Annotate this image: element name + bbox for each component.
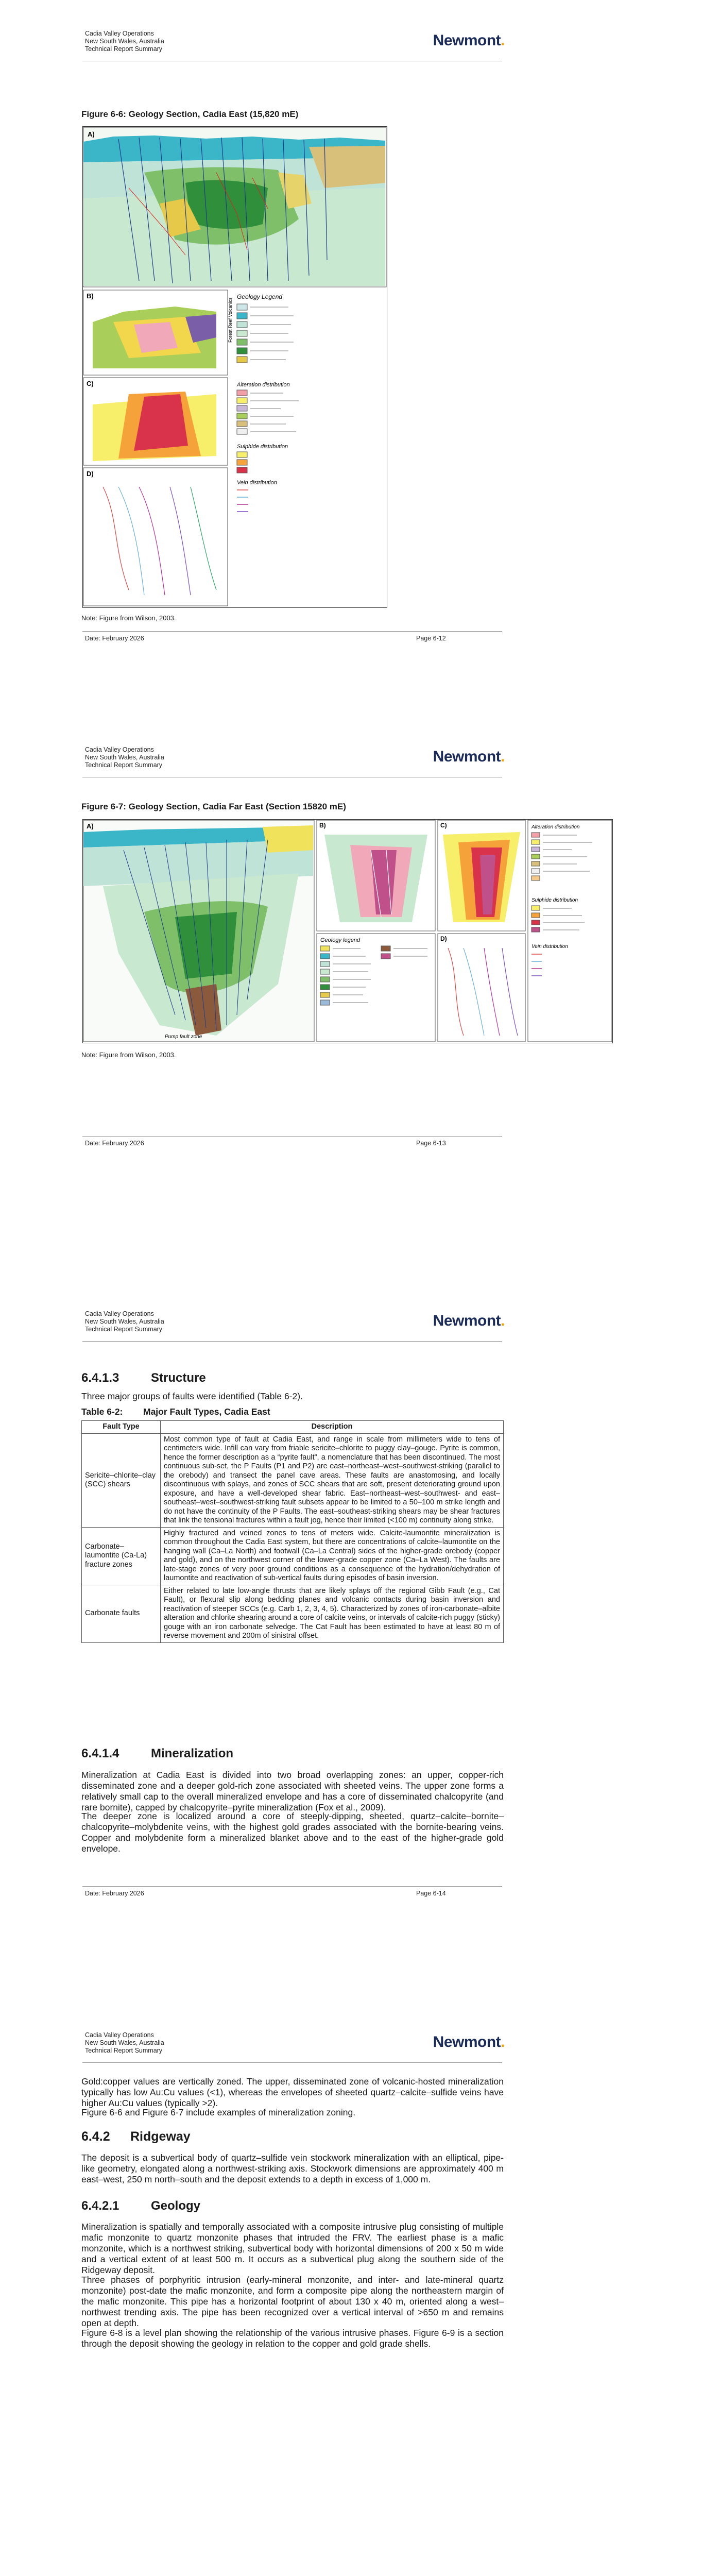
geology-paragraph-1: Mineralization is spatially and temporally associated with a composite intrusive plug consisting of multiple mafic monzonite to quartz monzonite phases that intruded the FRV. The earliest phase is a mafic monzonite, which is a northwest striking, subvertical body with horizontal dimensions of 200 x 50 m wide and a vertical extent of at least 500 m. It occurs as a subvertical plug along the southern side of the Ridgeway deposit. xyxy=(81,2222,504,2275)
footer-rule xyxy=(82,631,502,632)
sulphide-legend-title: Sulphide distribution xyxy=(531,897,578,903)
panel-b-section xyxy=(317,820,435,931)
table-row xyxy=(82,1527,504,1585)
report-page-6-12 xyxy=(0,0,703,685)
table-row xyxy=(82,1585,504,1642)
header-rule xyxy=(82,2062,502,2063)
legend-title: Geology Legend xyxy=(237,293,283,300)
fault-type-cell: Carbonate faults xyxy=(82,1585,161,1642)
vein-legend-title: Vein distribution xyxy=(237,480,277,486)
panel-label-a: A) xyxy=(88,130,95,138)
legend-title: Geology legend xyxy=(320,937,361,943)
panel-label-d: D) xyxy=(87,470,94,478)
newmont-logo: Newmont. xyxy=(433,2033,505,2050)
header-line-2: New South Wales, Australia xyxy=(85,2039,164,2046)
lithology-side-label: Forest Reef Volcanics xyxy=(228,297,233,343)
newmont-logo: Newmont. xyxy=(433,1312,505,1329)
header-line-1: Cadia Valley Operations xyxy=(85,746,154,753)
geology-paragraph-2: Three phases of porphyritic intrusion (early-mineral monzonite, and inter- and late-mineral quartz monzonite) post-date the mafic monzonite, and form a composite pipe along the northeastern margin of the mafic monzonite. This pipe has a horizontal footprint of about 130 x 40 m, oriented along a west–northwest trending axis. The pipe has been recognized over a vertical interval of >650 m and remains open at depth. xyxy=(81,2275,504,2328)
figure-title: Figure 6-7: Geology Section, Cadia Far East (Section 15820 mE) xyxy=(81,802,346,811)
fault-description-cell: Most common type of fault at Cadia East, and range in scale from millimeters wide to tens of centimeters wide. Infill can vary from friable sericite–chlorite to puggy clay–gouge. Pyrite is common, hence the former description as a “pyrite fault”, a nomenclature that has been discontinued. The most continuous sub-set, the P Faults (P1 and P2) are east–northeast–west–southwest-striking (parallel to the orebody) and transect the panel cave areas. These faults are anastomosing, and locally discontinuous with splays, and zones of SCC shears that are soft, present deteriorating ground upon exposure, and have a well-developed shear fabric. East–northeast–west–southwest- and east–southeast–west–southwest-striking fault subsets appear to be limited to a 50–100 m strike length and do not have the continuity of the P Faults. The east–southeast-striking shears may be shear fractures that link the tensional fractures within a fault jog, hence their limited (<100 m) continuity along strike. xyxy=(161,1433,504,1527)
geology-paragraph-3: Figure 6-8 is a level plan showing the relationship of the various intrusive phases. Figure 6-9 is a section through the deposit showing the geology in relation to the copper and gold grade shells. xyxy=(81,2328,504,2349)
table-header-row xyxy=(82,1421,504,1434)
footer-rule xyxy=(82,1886,502,1887)
fault-description-cell: Either related to late low-angle thrusts that are likely splays off the regional Gibb Fault (e.g., Cat Fault), or flexural slip along bedding planes and volcanic contacts during basin inversion and reactivation of steeper SCCs (e.g. Carb 1, 2, 3, 4, 5). Characterized by zones of iron-carbonate–albite alteration and chlorite shearing around a core of calcite veins, or intervals of calcite-rich puggy (sticky) gouge with an iron carbonate selvedge. The Cat Fault has been estimated to have at least 80 m of reverse movement and 200m of sinistral offset. xyxy=(161,1585,504,1642)
section-heading-mineralization: 6.4.1.4 Mineralization xyxy=(81,1747,234,1760)
mineralization-paragraph-2: The deeper zone is localized around a core of steeply-dipping, sheeted, quartz–calcite–bornite–chalcopyrite–molybdenite veins, with the highest gold grades associated with the bornite-bearing veins. Copper and molybdenite form a mineralized blanket above and to the east of the higher-grade gold envelope. xyxy=(81,1811,504,1854)
mineralization-paragraph-1: Mineralization at Cadia East is divided into two broad overlapping zones: an upper, copper-rich disseminated zone and a deeper gold-rich zone associated with sheeted veins. The upper zone forms a relatively small cap to the overall mineralized envelope and has a core of disseminated chalcopyrite (and rare bornite), capped by chalcopyrite–pyrite mineralization (Fox et al., 2009). xyxy=(81,1770,504,1812)
fault-description-cell: Highly fractured and veined zones to tens of meters wide. Calcite-laumontite mineralization is common throughout the Cadia East system, but there are concentrations of calcite–laumontite on the hanging wall (Ca–La North) and footwall (Ca–La Central) sides of the higher-grade orebody (copper and gold), and on the northwest corner of the lower-grade copper zone (Ca–La West). The faults are late-stage zones of very poor ground conditions as a consequence of the hydration/dehydration of laumontite and reactivation of sub-vertical faults during episodes of basin inversion. xyxy=(161,1527,504,1585)
vein-legend-title: Vein distribution xyxy=(531,944,568,950)
header-line-2: New South Wales, Australia xyxy=(85,38,164,45)
zoning-paragraph: Gold:copper values are vertically zoned. The upper, disseminated zone of volcanic-hosted mineralization typically has low Au:Cu values (<1), whereas the envelopes of sheeted quartz–calcite–sulfide veins have higher Au:Cu values (typically >2). xyxy=(81,2076,504,2108)
header-line-2: New South Wales, Australia xyxy=(85,754,164,761)
figure-title: Figure 6-6: Geology Section, Cadia East (15,820 mE) xyxy=(81,109,299,119)
panel-c-section xyxy=(83,378,228,465)
panel-a-section xyxy=(83,127,386,287)
panel-d-section xyxy=(438,934,525,1042)
footer-rule xyxy=(82,1136,502,1137)
zoning-figures-paragraph: Figure 6-6 and Figure 6-7 include examples of mineralization zoning. xyxy=(81,2107,356,2117)
section-heading-structure: 6.4.1.3 Structure xyxy=(81,1371,206,1385)
page-number: Page 6-12 xyxy=(416,635,446,642)
panel-c-section xyxy=(438,820,525,931)
fault-type-cell: Sericite–chlorite–clay (SCC) shears xyxy=(82,1433,161,1527)
column-header-fault-type: Fault Type xyxy=(82,1421,161,1434)
report-page-6-15 xyxy=(0,2002,703,2576)
fault-types-table xyxy=(81,1420,504,1643)
header-line-3: Technical Report Summary xyxy=(85,1326,163,1333)
alteration-sulphide-vein-legend xyxy=(528,820,612,1042)
panel-label-b: B) xyxy=(87,292,94,300)
newmont-logo: Newmont. xyxy=(433,32,505,49)
panel-d-section xyxy=(83,468,228,606)
table-title: Table 6-2: Major Fault Types, Cadia East xyxy=(81,1406,270,1417)
newmont-logo: Newmont. xyxy=(433,748,505,765)
page-header xyxy=(85,30,164,53)
panel-b-section xyxy=(83,290,228,375)
structure-intro: Three major groups of faults were identified (Table 6-2). xyxy=(81,1391,303,1401)
panel-label-a: A) xyxy=(87,822,94,830)
figure-6-6-geology-section xyxy=(82,126,387,608)
alteration-legend-title: Alteration distribution xyxy=(531,824,580,830)
panel-a-section xyxy=(83,820,314,1042)
alteration-legend-title: Alteration distribution xyxy=(237,382,290,388)
page-header xyxy=(85,1310,164,1333)
section-heading-ridgeway: 6.4.2 Ridgeway xyxy=(81,2129,191,2144)
panel-label-d: D) xyxy=(440,935,447,942)
footer-date: Date: February 2026 xyxy=(85,1890,144,1897)
page-number: Page 6-13 xyxy=(416,1140,446,1147)
figure-note: Note: Figure from Wilson, 2003. xyxy=(81,1051,176,1059)
fault-zone-label: Pump fault zone xyxy=(165,1034,202,1040)
header-line-1: Cadia Valley Operations xyxy=(85,30,154,37)
footer-date: Date: February 2026 xyxy=(85,1140,144,1147)
panel-label-c: C) xyxy=(87,380,94,387)
report-page-6-13 xyxy=(0,716,703,1175)
fault-type-cell: Carbonate–laumontite (Ca-La) fracture zones xyxy=(82,1527,161,1585)
header-rule xyxy=(82,1341,502,1342)
panel-label-c: C) xyxy=(440,822,447,829)
figure-6-7-geology-section xyxy=(82,819,613,1043)
page-header xyxy=(85,2031,164,2055)
header-line-3: Technical Report Summary xyxy=(85,761,163,769)
geology-legend xyxy=(317,934,435,1042)
ridgeway-paragraph: The deposit is a subvertical body of quartz–sulfide vein stockwork mineralization with an elliptical, pipe-like geometry, elongated along a northwest-striking axis. Stockwork dimensions are approximately 400 m east–west, 250 m north–south and the deposit extends to a depth in excess of 1,000 m. xyxy=(81,2153,504,2184)
panel-label-b: B) xyxy=(319,822,326,829)
figure-note: Note: Figure from Wilson, 2003. xyxy=(81,614,176,622)
footer-date: Date: February 2026 xyxy=(85,635,144,642)
page-number: Page 6-14 xyxy=(416,1890,446,1897)
sulphide-legend-title: Sulphide distribution xyxy=(237,444,288,450)
header-line-2: New South Wales, Australia xyxy=(85,1318,164,1325)
section-heading-geology: 6.4.2.1 Geology xyxy=(81,2199,201,2213)
report-page-6-14 xyxy=(0,1280,703,1965)
page-header xyxy=(85,746,164,769)
table-row xyxy=(82,1433,504,1527)
header-line-1: Cadia Valley Operations xyxy=(85,2031,154,2039)
header-line-3: Technical Report Summary xyxy=(85,2047,163,2054)
header-line-1: Cadia Valley Operations xyxy=(85,1310,154,1317)
header-line-3: Technical Report Summary xyxy=(85,45,163,53)
column-header-description: Description xyxy=(161,1421,504,1434)
